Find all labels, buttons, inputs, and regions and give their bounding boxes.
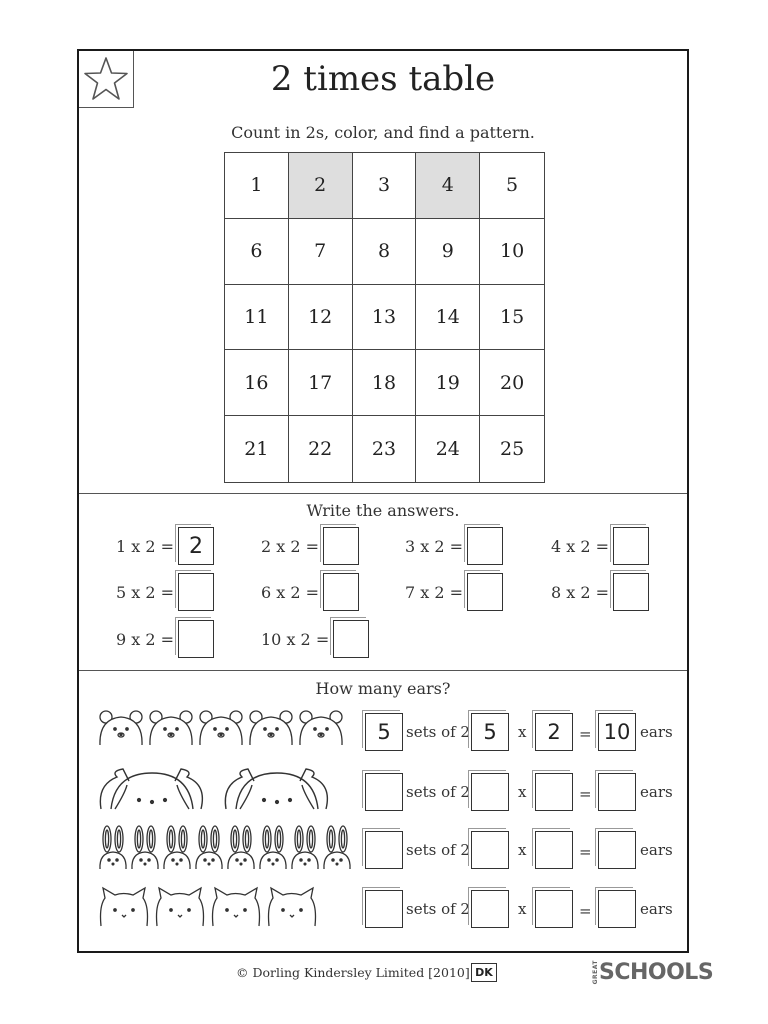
ears-label: ears: [640, 783, 673, 801]
answer-box[interactable]: [323, 573, 359, 611]
greatschools-logo: [592, 958, 713, 986]
answer-box[interactable]: [467, 573, 503, 611]
cat-group-icon: [97, 884, 359, 934]
times-sign: x: [518, 783, 527, 801]
brand-small: GREAT: [592, 959, 599, 985]
grid-cell[interactable]: 14: [416, 285, 480, 351]
grid-cell[interactable]: 21: [225, 416, 289, 482]
bear-group-icon: [97, 707, 359, 757]
copyright-text: © Dorling Kindersley Limited [2010]: [236, 965, 470, 980]
equals-sign: =: [579, 785, 592, 803]
dk-logo: DK: [471, 963, 497, 982]
equation-label: 4 x 2 =: [551, 536, 610, 556]
equation: [116, 572, 214, 612]
answer-box[interactable]: [333, 620, 369, 658]
equation: [261, 619, 369, 659]
equation: [551, 572, 649, 612]
answers-instruction: Write the answers.: [306, 501, 460, 520]
answer-box[interactable]: [178, 573, 214, 611]
equation-label: 1 x 2 =: [116, 536, 175, 556]
factor-b-box[interactable]: [535, 773, 573, 811]
answer-box[interactable]: [613, 527, 649, 565]
worksheet: [77, 49, 689, 953]
sets-box[interactable]: [365, 773, 403, 811]
factor-a-box[interactable]: [471, 773, 509, 811]
equation-label: 9 x 2 =: [116, 629, 175, 649]
times-sign: x: [518, 841, 527, 859]
ears-row: [79, 767, 687, 817]
times-sign: x: [518, 723, 527, 741]
grid-cell[interactable]: 11: [225, 285, 289, 351]
grid-cell[interactable]: 19: [416, 350, 480, 416]
grid-instruction: Count in 2s, color, and find a pattern.: [231, 123, 535, 142]
factor-b-box[interactable]: [535, 890, 573, 928]
page-title: 2 times table: [270, 59, 496, 99]
factor-b-box[interactable]: 2: [535, 713, 573, 751]
answer-box[interactable]: [178, 620, 214, 658]
grid-cell[interactable]: 6: [225, 219, 289, 285]
grid-cell[interactable]: 7: [289, 219, 353, 285]
answer-box[interactable]: 2: [178, 527, 214, 565]
grid-cell[interactable]: 5: [480, 153, 544, 219]
section-divider: [79, 493, 687, 494]
equation: [116, 619, 214, 659]
grid-cell[interactable]: 12: [289, 285, 353, 351]
answer-box[interactable]: [613, 573, 649, 611]
ears-label: ears: [640, 841, 673, 859]
total-box[interactable]: [598, 831, 636, 869]
section-divider: [79, 670, 687, 671]
grid-cell[interactable]: 8: [353, 219, 417, 285]
total-box[interactable]: 10: [598, 713, 636, 751]
grid-cell[interactable]: 4: [416, 153, 480, 219]
sets-label: sets of 2: [406, 723, 470, 741]
equation: [405, 526, 503, 566]
total-box[interactable]: [598, 890, 636, 928]
factor-b-box[interactable]: [535, 831, 573, 869]
sets-label: sets of 2: [406, 783, 470, 801]
sets-label: sets of 2: [406, 841, 470, 859]
elephant-group-icon: [97, 767, 359, 817]
equals-sign: =: [579, 843, 592, 861]
grid-cell[interactable]: 1: [225, 153, 289, 219]
total-box[interactable]: [598, 773, 636, 811]
grid-cell[interactable]: 16: [225, 350, 289, 416]
equation-label: 3 x 2 =: [405, 536, 464, 556]
ears-instruction: How many ears?: [315, 679, 451, 698]
grid-cell[interactable]: 22: [289, 416, 353, 482]
grid-cell[interactable]: 23: [353, 416, 417, 482]
answer-box[interactable]: [323, 527, 359, 565]
equation-label: 6 x 2 =: [261, 582, 320, 602]
factor-a-box[interactable]: 5: [471, 713, 509, 751]
sets-box[interactable]: [365, 831, 403, 869]
grid-cell[interactable]: 10: [480, 219, 544, 285]
equation-label: 8 x 2 =: [551, 582, 610, 602]
ears-row: [79, 707, 687, 757]
grid-cell[interactable]: 15: [480, 285, 544, 351]
sets-box[interactable]: 5: [365, 713, 403, 751]
grid-cell[interactable]: 25: [499, 438, 525, 461]
ears-label: ears: [640, 723, 673, 741]
brand-large: SCHOOLS: [599, 959, 714, 985]
times-sign: x: [518, 900, 527, 918]
equation: [405, 572, 503, 612]
ears-row: [79, 825, 687, 875]
factor-a-box[interactable]: [471, 831, 509, 869]
grid-cell[interactable]: 20: [480, 350, 544, 416]
equation: [261, 526, 359, 566]
grid-cell[interactable]: 9: [416, 219, 480, 285]
equation-label: 7 x 2 =: [405, 582, 464, 602]
equation-label: 5 x 2 =: [116, 582, 175, 602]
equation: [116, 526, 214, 566]
grid-cell[interactable]: 3: [353, 153, 417, 219]
grid-cell[interactable]: 24: [416, 416, 480, 482]
grid-cell[interactable]: 2: [289, 153, 353, 219]
grid-cell[interactable]: 18: [353, 350, 417, 416]
grid-cell[interactable]: 13: [353, 285, 417, 351]
factor-a-box[interactable]: [471, 890, 509, 928]
equation-label: 2 x 2 =: [261, 536, 320, 556]
answer-box[interactable]: [467, 527, 503, 565]
equation: [261, 572, 359, 612]
equation: [551, 526, 649, 566]
equation-label: 10 x 2 =: [261, 629, 330, 649]
number-grid: [224, 152, 545, 483]
sets-box[interactable]: [365, 890, 403, 928]
ears-row: [79, 884, 687, 934]
equals-sign: =: [579, 902, 592, 920]
sets-label: sets of 2: [406, 900, 470, 918]
ears-label: ears: [640, 900, 673, 918]
equals-sign: =: [579, 725, 592, 743]
rabbit-group-icon: [97, 825, 359, 875]
grid-cell[interactable]: 17: [289, 350, 353, 416]
